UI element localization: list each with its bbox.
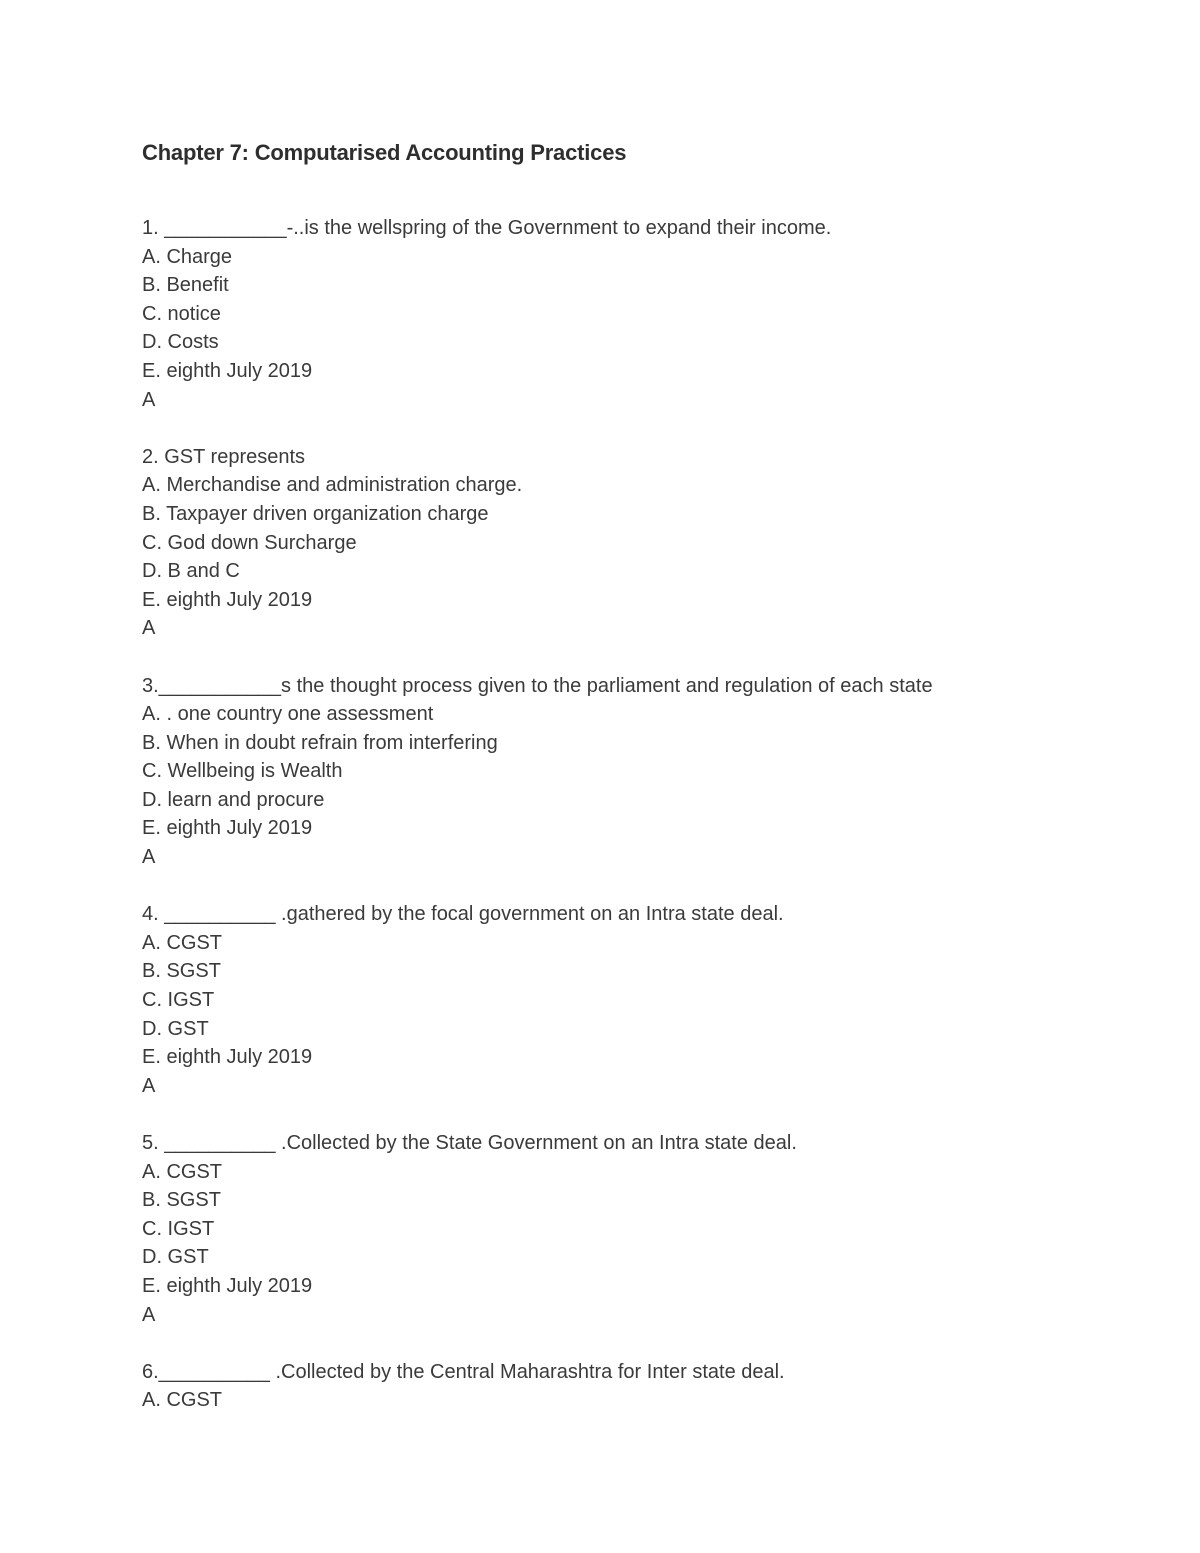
question-list: [142, 214, 1142, 1444]
option-e: E. eighth July 2019: [142, 1046, 313, 1069]
option-b: B. SGST: [142, 1189, 221, 1212]
answer: A: [142, 388, 156, 411]
option-c: C. notice: [142, 302, 221, 325]
option-c: C. God down Surcharge: [142, 531, 357, 554]
option-a: A. CGST: [142, 1389, 223, 1412]
question-prompt: 3.___________s the thought process given to the parliament and regulation of each state: [142, 674, 933, 697]
option-e: E. eighth July 2019: [142, 817, 313, 840]
question-2: [142, 443, 1142, 643]
option-c: C. Wellbeing is Wealth: [142, 760, 343, 783]
option-a: A. Charge: [142, 245, 233, 268]
option-a: A. . one country one assessment: [142, 703, 434, 726]
option-d: D. GST: [142, 1017, 209, 1040]
option-b: B. Benefit: [142, 274, 229, 297]
option-e: E. eighth July 2019: [142, 588, 313, 611]
page-title: Chapter 7: Computarised Accounting Practices: [142, 140, 627, 165]
option-c: C. IGST: [142, 989, 215, 1012]
option-d: D. B and C: [142, 560, 240, 583]
question-prompt: 2. GST represents: [142, 445, 306, 468]
answer: A: [142, 617, 156, 640]
question-3: [142, 672, 1142, 872]
answer: A: [142, 1074, 156, 1097]
answer: A: [142, 846, 156, 869]
question-prompt: 1. ___________-..is the wellspring of the Government to expand their income.: [142, 217, 832, 239]
answer: A: [142, 1303, 156, 1326]
option-e: E. eighth July 2019: [142, 359, 313, 382]
option-a: A. Merchandise and administration charge.: [142, 474, 523, 497]
option-a: A. CGST: [142, 1160, 223, 1183]
option-d: D. learn and procure: [142, 788, 325, 811]
option-d: D. GST: [142, 1246, 209, 1269]
question-5: [142, 1129, 1142, 1329]
option-e: E. eighth July 2019: [142, 1274, 313, 1297]
option-d: D. Costs: [142, 331, 219, 354]
option-b: B. When in doubt refrain from interfering: [142, 731, 498, 754]
question-prompt: 5. __________ .Collected by the State Government on an Intra state deal.: [142, 1132, 797, 1154]
option-b: B. Taxpayer driven organization charge: [142, 502, 489, 525]
option-a: A. CGST: [142, 931, 223, 954]
option-b: B. SGST: [142, 960, 221, 983]
question-6: [142, 1358, 1142, 1415]
question-prompt: 4. __________ .gathered by the focal government on an Intra state deal.: [142, 903, 784, 926]
option-c: C. IGST: [142, 1217, 215, 1240]
question-prompt: 6.__________ .Collected by the Central Maharashtra for Inter state deal.: [142, 1360, 785, 1383]
question-1: [142, 214, 1142, 414]
question-4: [142, 900, 1142, 1100]
